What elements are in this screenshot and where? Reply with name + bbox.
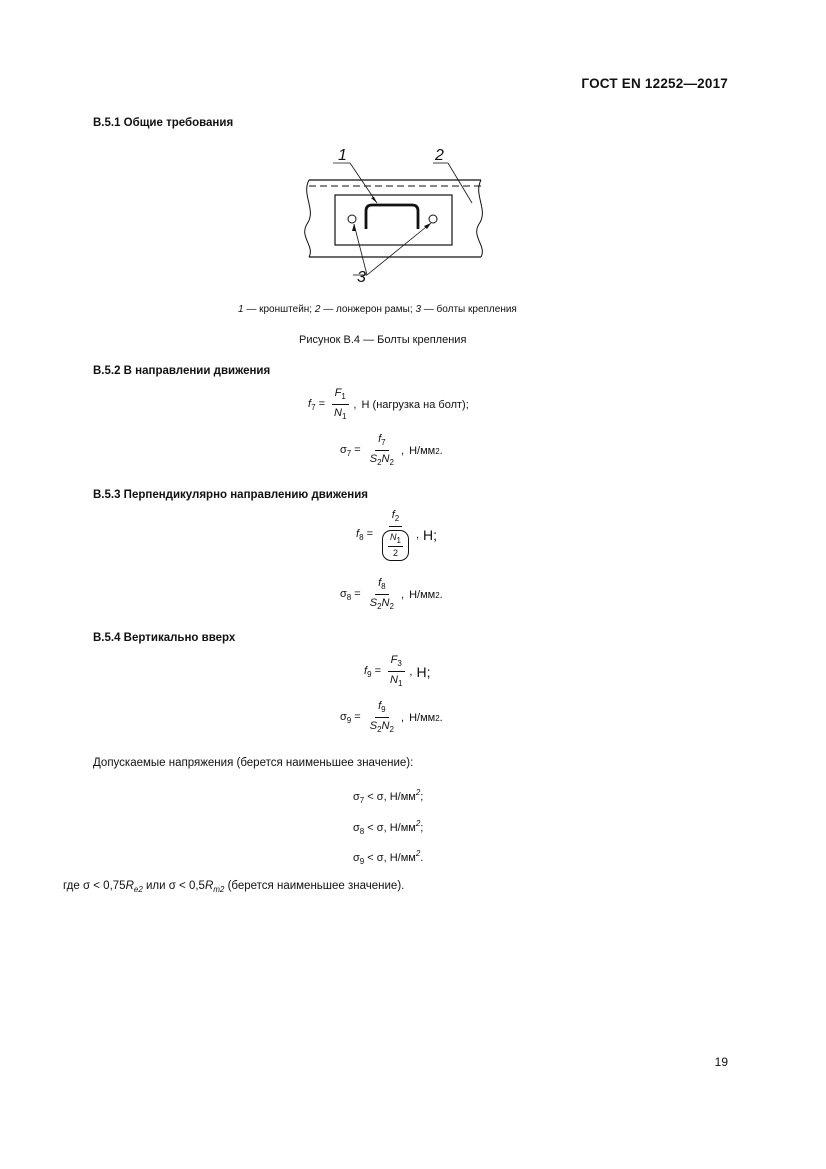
line2-end: ; xyxy=(420,822,424,834)
s8-den-a: S xyxy=(369,597,378,609)
allowable-intro: Допускаемые напряжения (берется наименьшее значение): xyxy=(93,757,414,769)
s9-den-b-sub: 2 xyxy=(389,725,394,734)
formula-f7: $f_7$ = $\frac{F_1}{N_1}$ , Н (нагрузка на болт); xyxy=(308,387,469,421)
line3-symbol: σ xyxy=(353,852,360,864)
s7-symbol: σ xyxy=(340,444,347,456)
s9-unit: Н/мм xyxy=(409,712,436,724)
allowable-line-1 xyxy=(353,788,423,805)
legend-number-2: 2 xyxy=(314,304,321,315)
f7-denominator: N xyxy=(334,407,342,419)
bolt-mounting-figure xyxy=(295,140,495,290)
f7-numerator: F xyxy=(334,387,342,399)
s8-fraction xyxy=(367,577,397,613)
s8-den-b: N xyxy=(381,597,390,609)
s9-end: . xyxy=(439,712,443,724)
allowable-line-3 xyxy=(353,849,423,866)
legend-number-3: 3 xyxy=(415,304,421,315)
line3-sup: 2 xyxy=(415,849,421,858)
s8-unit: Н/мм xyxy=(409,589,436,601)
line3-end: . xyxy=(420,852,424,864)
s8-end: . xyxy=(439,589,443,601)
standard-number: ГОСТ EN 12252—2017 xyxy=(581,76,728,91)
formula-s7: $\sigma_7$ = $\frac{f_7}{S_2N_2}$ , Н/мм 2 . xyxy=(340,433,443,467)
s8-den-b-sub: 2 xyxy=(389,602,394,611)
f9-unit: Н; xyxy=(416,664,431,680)
s8-den-a-sub: 2 xyxy=(377,602,382,611)
f9-denominator-sub: 1 xyxy=(397,679,403,688)
section-heading-b52: В.5.2 В направлении движения xyxy=(93,365,271,377)
figure-title: Рисунок В.4 — Болты крепления xyxy=(299,334,467,346)
where-r1-sub: e2 xyxy=(133,885,143,894)
s9-subscript: 9 xyxy=(346,716,352,725)
where-r2: R xyxy=(204,880,214,892)
line1-end: ; xyxy=(420,791,424,803)
section-heading-b54: В.5.4 Вертикально вверх xyxy=(93,632,236,644)
where-r1: R xyxy=(125,880,134,892)
callout-3: 3 xyxy=(357,269,366,286)
f8-numerator: f xyxy=(391,509,395,521)
line2-sub: 8 xyxy=(359,827,365,836)
f9-numerator: F xyxy=(390,654,398,666)
s7-den-a-sub: 2 xyxy=(377,458,382,467)
formula-f8: $f_8$ = $\frac{f_2}{\frac{N_1}{2}}$ , Н; xyxy=(356,509,437,561)
section-heading-b51: В.5.1 Общие требования xyxy=(93,117,234,129)
legend-number-1: 1 xyxy=(238,304,244,315)
s7-end: . xyxy=(439,445,443,457)
callout-1: 1 xyxy=(338,147,347,164)
s7-subscript: 7 xyxy=(346,449,352,458)
f7-subscript: 7 xyxy=(311,403,316,412)
line3-rest: < σ, Н/мм xyxy=(364,852,416,864)
line3-sub: 9 xyxy=(359,857,365,866)
s7-fraction xyxy=(367,433,397,469)
s9-unit-sup: 2 xyxy=(435,713,440,723)
f7-symbol: f xyxy=(308,398,312,410)
formula-s8: $\sigma_8$ = $\frac{f_8}{S_2N_2}$ , Н/мм 2 . xyxy=(340,577,443,611)
f9-denominator: N xyxy=(390,674,398,686)
f7-unit: Н (нагрузка на болт); xyxy=(361,399,469,411)
legend-text-1: — кронштейн; xyxy=(243,304,315,315)
s9-numerator-sub: 9 xyxy=(381,705,386,714)
f8-fraction xyxy=(379,509,412,561)
s8-symbol: σ xyxy=(340,588,347,600)
f9-symbol: f xyxy=(364,665,368,677)
section-heading-b53: В.5.3 Перпендикулярно направлению движения xyxy=(93,489,369,501)
line1-rest: < σ, Н/мм xyxy=(364,791,416,803)
s9-den-a-sub: 2 xyxy=(377,725,382,734)
s7-numerator-sub: 7 xyxy=(381,438,386,447)
s8-unit-sup: 2 xyxy=(435,590,440,600)
s7-unit: Н/мм xyxy=(409,445,436,457)
where-part-a: где σ < 0,75 xyxy=(63,880,126,892)
f8-nested-fraction xyxy=(382,530,409,561)
s7-numerator: f xyxy=(378,433,382,445)
s7-den-b: N xyxy=(381,453,390,465)
line2-sup: 2 xyxy=(415,819,421,828)
f7-numerator-sub: 1 xyxy=(341,392,346,401)
line1-symbol: σ xyxy=(353,791,360,803)
f7-fraction xyxy=(331,387,349,423)
where-r2-sub: m2 xyxy=(213,885,225,894)
formula-f9: $f_9$ = $\frac{F_3}{N_1}$ , Н; xyxy=(364,654,431,688)
line2-symbol: σ xyxy=(353,822,360,834)
legend-text-2: — лонжерон рамы; xyxy=(320,304,416,315)
formula-s9: $\sigma_9$ = $\frac{f_9}{S_2N_2}$ , Н/мм 2 . xyxy=(340,700,443,734)
s9-den-a: S xyxy=(369,720,378,732)
s9-fraction xyxy=(367,700,397,736)
legend-text-3: — болты крепления xyxy=(421,304,517,315)
where-clause xyxy=(63,880,404,894)
figure-legend xyxy=(238,304,517,315)
s7-den-b-sub: 2 xyxy=(389,458,394,467)
f8-nested-denominator: 2 xyxy=(392,548,398,558)
f7-denominator-sub: 1 xyxy=(341,412,347,421)
f8-nested-numerator: N xyxy=(390,532,397,542)
s7-den-a: S xyxy=(369,453,378,465)
f8-nested-numerator-sub: 1 xyxy=(396,536,401,545)
f9-fraction xyxy=(387,654,405,690)
f8-subscript: 8 xyxy=(359,533,364,542)
f8-symbol: f xyxy=(356,528,360,540)
f9-subscript: 9 xyxy=(367,670,372,679)
line2-rest: < σ, Н/мм xyxy=(364,822,416,834)
s8-numerator: f xyxy=(378,577,382,589)
where-part-b: или σ < 0,5 xyxy=(142,880,205,892)
s7-unit-sup: 2 xyxy=(435,446,440,456)
s9-symbol: σ xyxy=(340,711,347,723)
line1-sup: 2 xyxy=(415,788,421,797)
callout-2: 2 xyxy=(435,147,444,164)
s9-numerator: f xyxy=(378,700,382,712)
line1-sub: 7 xyxy=(359,796,365,805)
f9-numerator-sub: 3 xyxy=(397,659,402,668)
f8-unit: Н; xyxy=(423,527,438,543)
s8-numerator-sub: 8 xyxy=(381,582,386,591)
s9-den-b: N xyxy=(381,720,390,732)
s8-subscript: 8 xyxy=(346,593,352,602)
where-part-c: (берется наименьшее значение). xyxy=(224,880,405,892)
allowable-line-2 xyxy=(353,819,423,836)
page-number: 19 xyxy=(714,1055,728,1069)
f8-numerator-sub: 2 xyxy=(394,514,400,523)
